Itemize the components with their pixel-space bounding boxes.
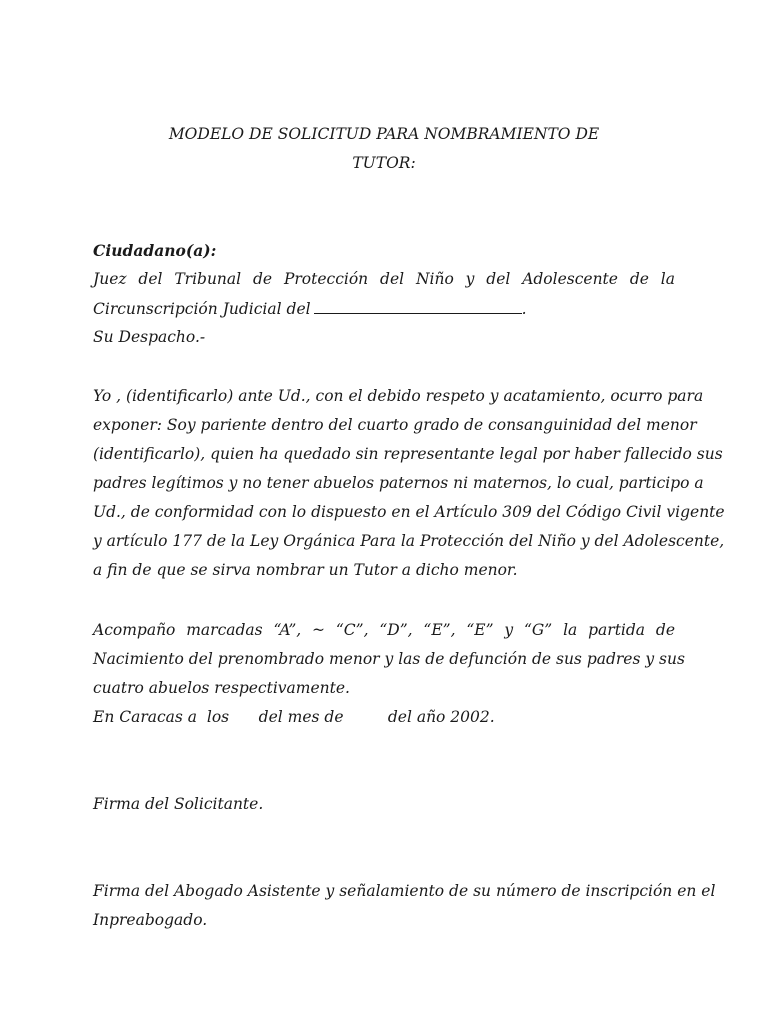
body-line: padres legítimos y no tener abuelos paternos ni maternos, lo cual, participo a bbox=[93, 474, 704, 492]
signature-lawyer-line-2: Inpreabogado. bbox=[93, 911, 208, 929]
body-line: (identificarlo), quien ha quedado sin representante legal por haber fallecido sus bbox=[93, 445, 723, 463]
addressee-line-2-prefix: Circunscripción Judicial del bbox=[93, 300, 311, 318]
document-title-line-1: MODELO DE SOLICITUD PARA NOMBRAMIENTO DE bbox=[168, 125, 600, 143]
signature-lawyer-block bbox=[93, 877, 716, 935]
place-date-line: En Caracas a los del mes de del año 2002. bbox=[93, 708, 495, 726]
addressee-salutation: Ciudadano(a): bbox=[93, 241, 217, 260]
body-line: exponer: Soy pariente dentro del cuarto grado de consanguinidad del menor bbox=[93, 416, 697, 434]
addressee-line-2 bbox=[93, 294, 675, 323]
addressee-line-1: Juez del Tribunal de Protección del Niño y del Adolescente de la bbox=[93, 270, 675, 288]
attachments-paragraph bbox=[93, 616, 685, 732]
document-title-line-2: TUTOR: bbox=[352, 154, 416, 172]
jurisdiction-blank bbox=[314, 294, 522, 314]
attachments-line: Acompaño marcadas “A”, ~ “C”, “D”, “E”, “E” y “G” la partida de bbox=[93, 621, 675, 639]
attachments-line: Nacimiento del prenombrado menor y las de defunción de sus padres y sus bbox=[93, 650, 685, 668]
addressee-block bbox=[93, 236, 675, 352]
addressee-line-2-suffix: . bbox=[521, 300, 527, 318]
body-paragraph bbox=[93, 382, 725, 585]
attachments-line-last: cuatro abuelos respectivamente. bbox=[93, 679, 350, 697]
signature-applicant-block bbox=[93, 790, 675, 819]
signature-applicant-label: Firma del Solicitante. bbox=[93, 795, 264, 813]
body-line: Yo , (identificarlo) ante Ud., con el debido respeto y acatamiento, ocurro para bbox=[93, 387, 704, 405]
body-line-last: a fin de que se sirva nombrar un Tutor a dicho menor. bbox=[93, 561, 518, 579]
body-line: Ud., de conformidad con lo dispuesto en el Artículo 309 del Código Civil vigente bbox=[93, 503, 725, 521]
addressee-line-3: Su Despacho.- bbox=[93, 328, 206, 346]
body-line: y artículo 177 de la Ley Orgánica Para la Protección del Niño y del Adolescente, bbox=[93, 532, 725, 550]
signature-lawyer-line-1: Firma del Abogado Asistente y señalamiento de su número de inscripción en el bbox=[93, 882, 716, 900]
